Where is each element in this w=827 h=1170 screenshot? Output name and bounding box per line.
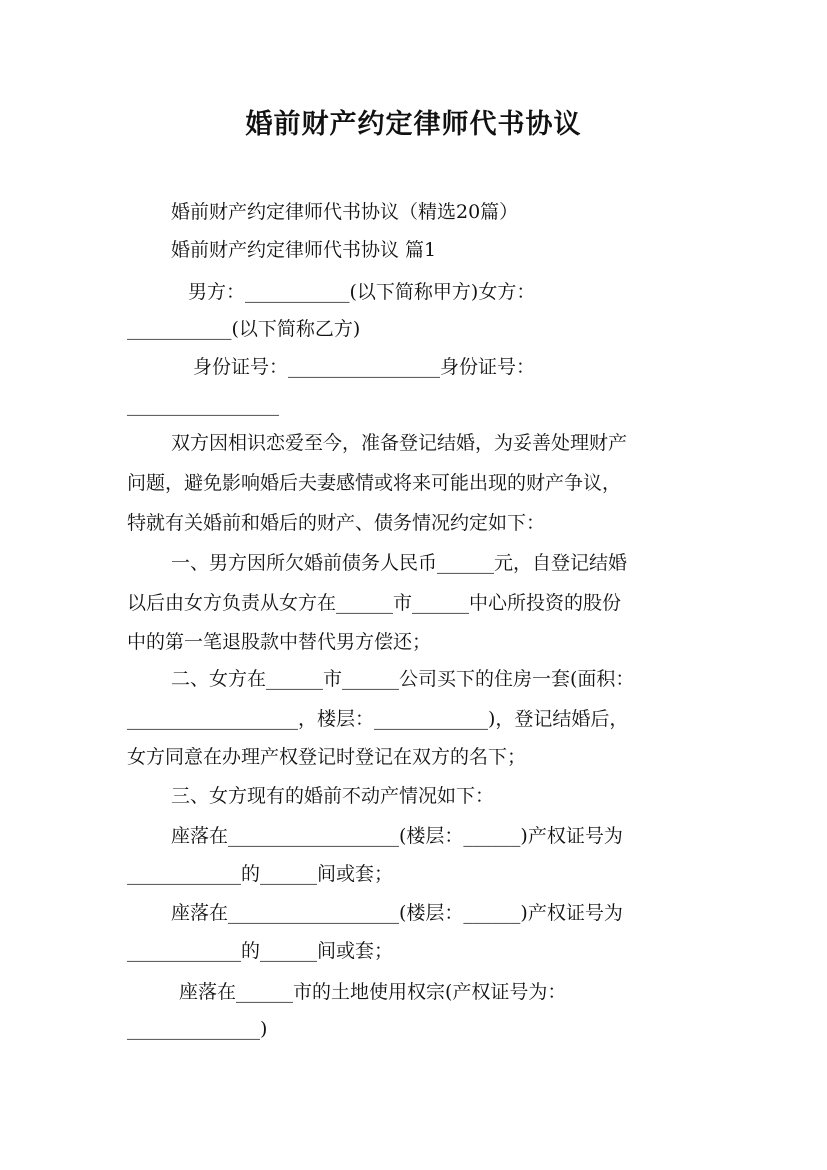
clause-1-line: 以后由女方负责从女方在______市______中心所投资的股份 (127, 592, 622, 614)
id-line-2: ________________ (127, 394, 279, 416)
body-paragraph-line: 双方因相识恋爱至今，准备登记结婚，为妥善处理财产 (171, 432, 628, 454)
body-paragraph-line: 特就有关婚前和婚后的财产、债务情况约定如下： (127, 512, 546, 534)
land-entry-line: ______________) (127, 1018, 268, 1040)
id-line-1: 身份证号：________________身份证号： (193, 356, 536, 378)
property-entry-line: ____________的______间或套； (127, 940, 394, 962)
property-entry-line: 座落在__________________(楼层：______)产权证号为 (171, 825, 623, 847)
property-entry-line: ____________的______间或套； (127, 863, 394, 885)
clause-1-line: 一、男方因所欠婚前债务人民币______元，自登记结婚 (171, 552, 628, 574)
subtitle-article-1: 婚前财产约定律师代书协议 篇1 (171, 239, 437, 261)
body-paragraph-line: 问题，避免影响婚后夫妻感情或将来可能出现的财产争议， (127, 472, 622, 494)
party-line-2: ___________(以下简称乙方) (127, 318, 361, 340)
property-entry-line: 座落在__________________(楼层：______)产权证号为 (171, 902, 623, 924)
clause-2-line: 女方同意在办理产权登记时登记在双方的名下； (127, 746, 527, 768)
party-line-1 (188, 279, 694, 305)
clause-3-heading: 三、女方现有的婚前不动产情况如下： (171, 785, 495, 807)
document-title: 婚前财产约定律师代书协议 (245, 109, 582, 140)
subtitle-collection: 婚前财产约定律师代书协议（精选20篇） (171, 201, 519, 223)
land-entry-line: 座落在______市的土地使用权宗(产权证号为： (179, 981, 567, 1003)
clause-2-line: __________________，楼层：____________)，登记结婚后， (127, 708, 629, 730)
clause-1-line: 中的第一笔退股款中替代男方偿还； (127, 631, 432, 653)
clause-2-line: 二、女方在______市______公司买下的住房一套(面积： (171, 668, 635, 690)
party-line-1-text: 男方：___________(以下简称甲方)女方： (188, 281, 536, 303)
